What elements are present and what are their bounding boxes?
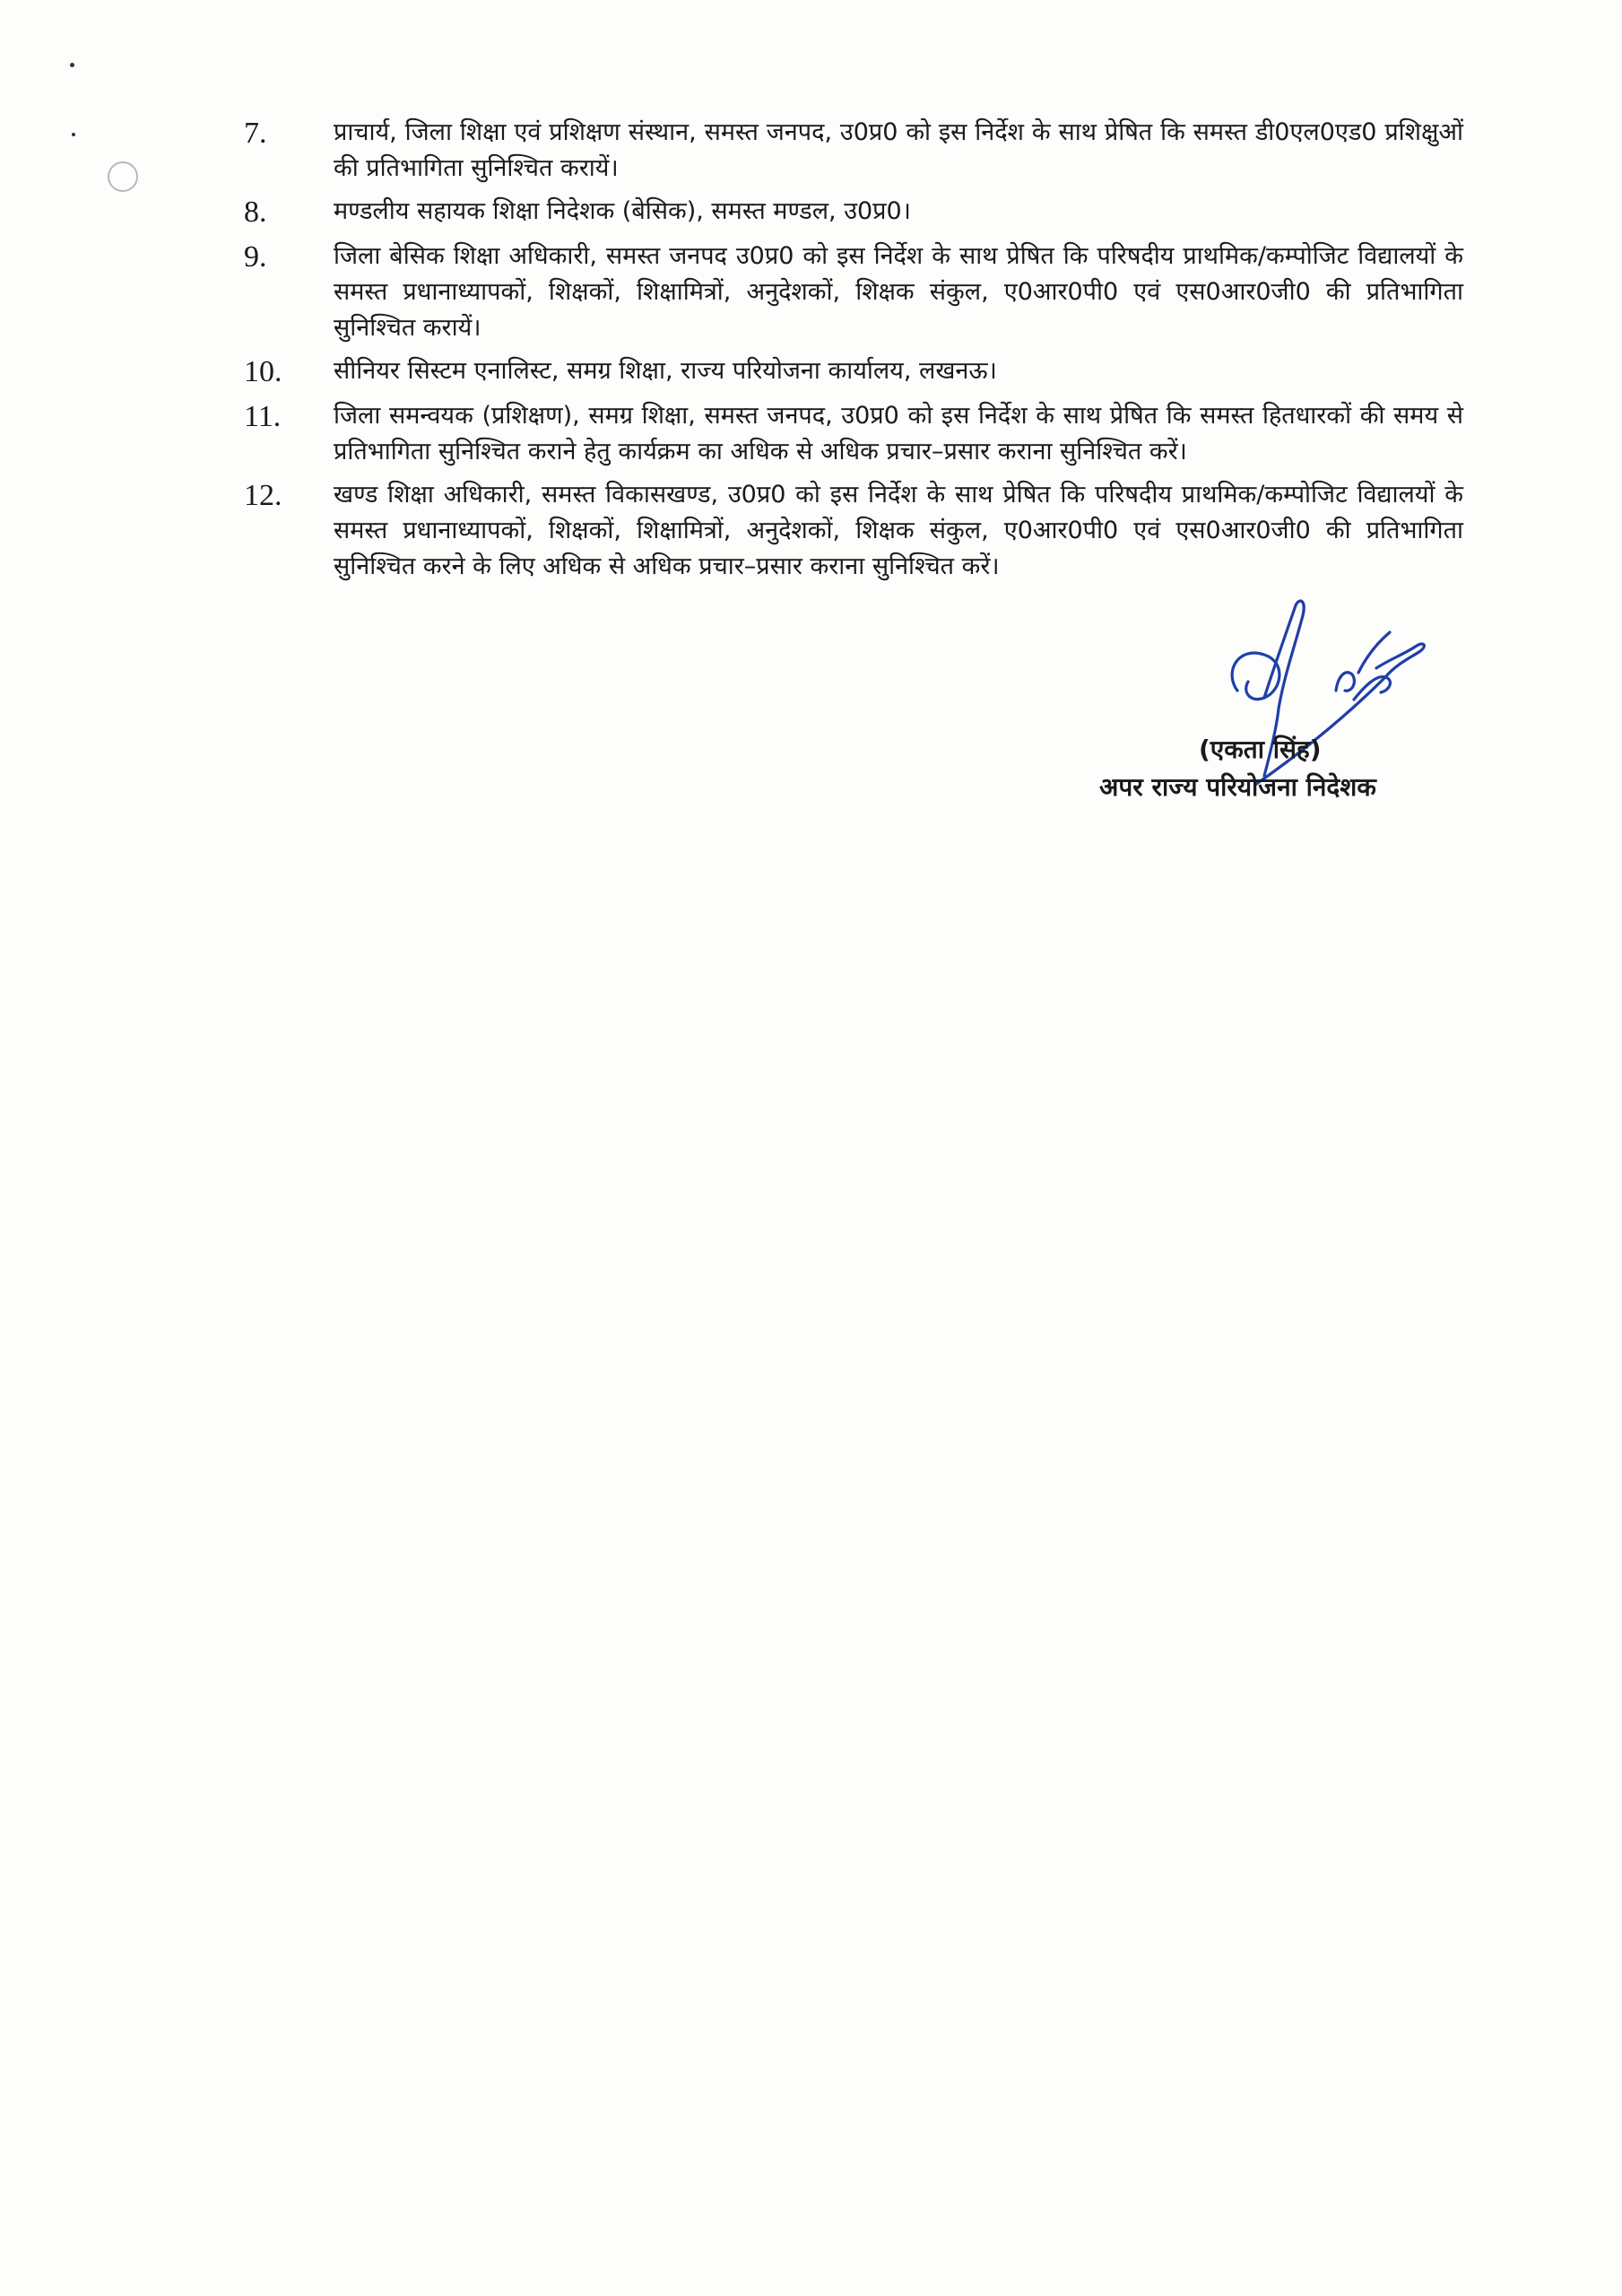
list-item-number: 9. <box>244 240 267 274</box>
list-item <box>244 194 1463 231</box>
list-item-text: खण्ड शिक्षा अधिकारी, समस्त विकासखण्ड, उ0प्र0 को इस निर्देश के साथ प्रेषित कि परिषदीय प्राथमिक/कम्पोजिट विद्यालयों के समस्त प्रधानाध्यापकों, शिक्षकों, शिक्षामित्रों, अनुदेशकों, शिक्षक संकुल, ए0आर0पी0 एवं एस0आर0जी0 की प्रतिभागिता सुनिश्चित करने के लिए अधिक से अधिक प्रचार–प्रसार कराना सुनिश्चित करें। <box>334 481 1463 580</box>
list-item <box>244 477 1463 585</box>
list-item-number: 7. <box>244 117 267 150</box>
scan-speck <box>70 63 74 67</box>
list-item <box>244 115 1463 187</box>
list-item-text: सीनियर सिस्टम एनालिस्ट, समग्र शिक्षा, राज्य परियोजना कार्यालय, लखनऊ। <box>334 357 997 385</box>
scan-speck <box>72 133 75 136</box>
list-item <box>244 398 1463 470</box>
list-item-text: मण्डलीय सहायक शिक्षा निदेशक (बेसिक), समस्त मण्डल, उ0प्र0। <box>334 197 911 225</box>
list-item-text: प्राचार्य, जिला शिक्षा एवं प्रशिक्षण संस्थान, समस्त जनपद, उ0प्र0 को इस निर्देश के साथ प्रेषित कि समस्त डी0एल0एड0 प्रशिक्षुओं की प्रतिभागिता सुनिश्चित करायें। <box>334 118 1463 182</box>
list-item-number: 12. <box>244 479 282 512</box>
distribution-list <box>244 115 1463 592</box>
list-item-text: जिला समन्वयक (प्रशिक्षण), समग्र शिक्षा, समस्त जनपद, उ0प्र0 को इस निर्देश के साथ प्रेषित कि समस्त हितधारकों की समय से प्रतिभागिता सुनिश्चित कराने हेतु कार्यक्रम का अधिक से अधिक प्रचार–प्रसार कराना सुनिश्चित करें। <box>334 402 1463 465</box>
list-item-number: 10. <box>244 355 282 388</box>
list-item-text: जिला बेसिक शिक्षा अधिकारी, समस्त जनपद उ0प्र0 को इस निर्देश के साथ प्रेषित कि परिषदीय प्राथमिक/कम्पोजिट विद्यालयों के समस्त प्रधानाध्यापकों, शिक्षकों, शिक्षामित्रों, अनुदेशकों, शिक्षक संकुल, ए0आर0पी0 एवं एस0आर0जी0 की प्रतिभागिता सुनिश्चित करायें। <box>334 242 1463 342</box>
punch-hole-icon <box>108 161 138 192</box>
list-item-number: 8. <box>244 196 267 229</box>
list-item-number: 11. <box>244 400 282 433</box>
list-item <box>244 353 1463 391</box>
signatory-name: (एकता सिंह) <box>1199 735 1322 764</box>
signatory-designation: अपर राज्य परियोजना निदेशक <box>1099 772 1376 802</box>
list-item <box>244 239 1463 346</box>
